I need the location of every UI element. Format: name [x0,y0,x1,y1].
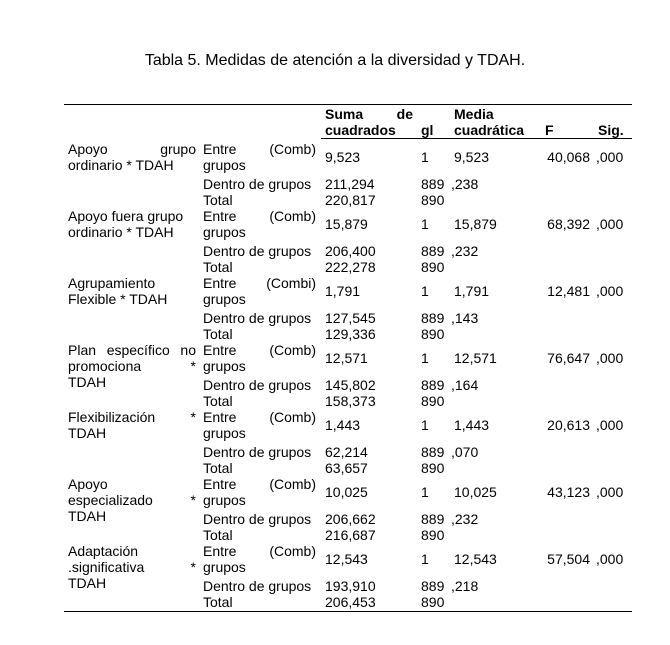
cell-ss-total: 216,687 [325,527,376,543]
cell-f-between: 76,647 [547,350,590,366]
header-suma [325,106,413,122]
source-within: Dentro de grupos [203,176,312,192]
source-within: Dentro de grupos [203,243,312,259]
variable-label-line [68,275,196,291]
variable-label-line [68,492,196,508]
cell-ss-between: 1,443 [325,417,361,433]
source-total: Total [203,460,233,476]
source-between [203,342,316,374]
cell-gl-within: 889 [421,511,445,527]
header-cuadratica: cuadrática [454,122,525,138]
cell-ss-between: 12,571 [325,350,368,366]
variable-label-word: * [190,358,196,374]
source-between-word: Entre [203,543,237,559]
cell-ms-within: ,232 [451,511,479,527]
variable-label-word: Adaptación [68,543,139,559]
cell-gl-between: 1 [421,350,429,366]
header-media: Media [454,106,494,122]
variable-label-line [68,342,196,358]
variable-label-line [68,374,196,390]
table-row-group [0,342,670,409]
cell-ss-within: 206,662 [325,511,376,527]
variable-label-word: no [180,342,196,358]
variable-label-line [68,476,196,492]
source-between [203,476,316,508]
source-within: Dentro de grupos [203,310,312,326]
source-between-word: (Comb) [269,476,316,492]
cell-sig-between: ,000 [596,283,624,299]
cell-ms-within: ,232 [451,243,479,259]
variable-label-word: Apoyo [68,476,108,492]
cell-f-between: 12,481 [547,283,590,299]
cell-f-between: 40,068 [547,149,590,165]
variable-label-line [68,559,196,575]
cell-ms-between: 9,523 [454,149,490,165]
source-between-word: grupos [203,425,246,441]
variable-label-word: especializado [68,492,153,508]
cell-ss-total: 220,817 [325,192,376,208]
cell-ss-between: 10,025 [325,484,368,500]
cell-ss-within: 145,802 [325,377,376,393]
cell-gl-within: 889 [421,578,445,594]
cell-ms-between: 1,791 [454,283,490,299]
variable-label-line [68,291,196,307]
cell-f-between: 43,123 [547,484,590,500]
variable-label [68,141,196,173]
cell-ms-within: ,070 [451,444,479,460]
source-total: Total [203,393,233,409]
variable-label-word: * [190,559,196,575]
cell-ss-between: 9,523 [325,149,361,165]
cell-ss-within: 211,294 [325,176,375,192]
source-between [203,141,316,173]
cell-ss-total: 206,453 [325,594,376,610]
source-between-word: grupos [203,157,246,173]
cell-gl-between: 1 [421,149,429,165]
cell-gl-total: 890 [421,393,445,409]
source-between-word: grupos [203,559,246,575]
cell-f-between: 57,504 [547,551,590,567]
cell-gl-between: 1 [421,417,429,433]
cell-sig-between: ,000 [596,551,624,567]
variable-label [68,342,196,390]
header-gl: gl [421,122,434,138]
header-suma-word2: de [396,106,413,122]
source-total: Total [203,527,233,543]
variable-label-line [68,157,196,173]
cell-ss-within: 206,400 [325,243,376,259]
variable-label-word: * [190,492,196,508]
source-between-word: (Comb) [269,409,316,425]
cell-ms-within: ,143 [451,310,479,326]
source-between-word: grupos [203,358,246,374]
table-title: Tabla 5. Medidas de atención a la diversidad y TDAH. [144,52,526,69]
cell-gl-between: 1 [421,551,429,567]
variable-label-word: Apoyo fuera grupo [68,208,184,224]
variable-label-line [68,425,196,441]
cell-gl-between: 1 [421,484,429,500]
source-total: Total [203,594,233,610]
source-within: Dentro de grupos [203,511,312,527]
source-between [203,275,316,307]
cell-gl-within: 889 [421,310,445,326]
cell-ss-total: 129,336 [325,326,376,342]
cell-ss-total: 63,657 [325,460,368,476]
cell-sig-between: ,000 [596,216,624,232]
table-row-group [0,409,670,476]
variable-label-word: .significativa [68,559,145,575]
cell-gl-within: 889 [421,176,445,192]
source-total: Total [203,192,233,208]
source-between-word: Entre [203,342,237,358]
variable-label-word: TDAH [68,425,107,441]
cell-sig-between: ,000 [596,350,624,366]
cell-ss-within: 193,910 [325,578,376,594]
variable-label-word: TDAH [68,508,107,524]
variable-label-word: TDAH [68,374,107,390]
cell-ss-total: 222,278 [325,259,376,275]
source-within: Dentro de grupos [203,377,312,393]
cell-sig-between: ,000 [596,417,624,433]
cell-gl-total: 890 [421,594,445,610]
cell-ss-within: 127,545 [325,310,376,326]
variable-label-line [68,409,196,425]
cell-gl-total: 890 [421,192,445,208]
variable-label-line [68,508,196,524]
source-between-word: grupos [203,291,246,307]
table-row-group [0,275,670,342]
source-between [203,208,316,240]
source-between-word: Entre [203,141,237,157]
cell-ms-between: 12,543 [454,551,497,567]
source-between-word: Entre [203,275,237,291]
cell-ms-within: ,218 [451,578,479,594]
source-between-word: (Comb) [269,543,316,559]
source-total: Total [203,326,233,342]
variable-label [68,208,196,240]
source-within: Dentro de grupos [203,444,312,460]
source-total: Total [203,259,233,275]
cell-gl-within: 889 [421,377,445,393]
source-between-word: grupos [203,224,246,240]
variable-label [68,476,196,524]
cell-ms-within: ,164 [451,377,479,393]
cell-gl-between: 1 [421,283,429,299]
source-between-word: grupos [203,492,246,508]
variable-label-word: específico [106,342,170,358]
header-suma-word1: Suma [325,106,364,122]
variable-label-word: Flexible * TDAH [68,291,168,307]
source-between-word: (Combi) [266,275,316,291]
header-f: F [545,122,554,138]
header-cuadrados: cuadrados [325,122,396,138]
cell-sig-between: ,000 [596,484,624,500]
variable-label-line [68,141,196,157]
variable-label-line [68,575,196,591]
cell-gl-total: 890 [421,460,445,476]
table-row-group [0,476,670,543]
source-between-word: (Comb) [269,342,316,358]
cell-f-between: 20,613 [547,417,590,433]
variable-label [68,409,196,441]
source-between-word: (Comb) [269,208,316,224]
table-row-group [0,543,670,610]
variable-label-word: Flexibilización [68,409,156,425]
variable-label-line [68,208,196,224]
source-between-word: Entre [203,208,237,224]
cell-ss-between: 12,543 [325,551,368,567]
cell-gl-total: 890 [421,326,445,342]
variable-label-word: Apoyo [68,141,108,157]
source-between-word: Entre [203,476,237,492]
variable-label-word: TDAH [68,575,107,591]
cell-gl-total: 890 [421,259,445,275]
cell-ss-within: 62,214 [325,444,368,460]
top-rule [64,104,632,105]
source-between [203,409,316,441]
table-row-group [0,141,670,208]
cell-ss-between: 1,791 [325,283,361,299]
cell-sig-between: ,000 [596,149,624,165]
cell-ss-total: 158,373 [325,393,376,409]
source-within: Dentro de grupos [203,578,312,594]
source-between-word: Entre [203,409,237,425]
cell-ss-between: 15,879 [325,216,368,232]
header-underline [321,138,632,139]
cell-f-between: 68,392 [547,216,590,232]
cell-gl-total: 890 [421,527,445,543]
cell-ms-between: 10,025 [454,484,497,500]
variable-label [68,543,196,591]
source-between [203,543,316,575]
bottom-rule [64,611,632,612]
cell-ms-between: 1,443 [454,417,490,433]
variable-label-word: ordinario * TDAH [68,224,174,240]
variable-label-word: Plan [68,342,97,358]
variable-label-line [68,224,196,240]
cell-ms-between: 15,879 [454,216,497,232]
header-sig: Sig. [598,122,624,138]
variable-label-line [68,358,196,374]
variable-label-line [68,543,196,559]
variable-label [68,275,196,307]
variable-label-word: Agrupamiento [68,275,156,291]
cell-ms-within: ,238 [451,176,479,192]
cell-gl-between: 1 [421,216,429,232]
cell-gl-within: 889 [421,243,445,259]
source-between-word: (Comb) [269,141,316,157]
cell-gl-within: 889 [421,444,445,460]
cell-ms-between: 12,571 [454,350,497,366]
variable-label-word: grupo [160,141,196,157]
variable-label-word: * [190,409,196,425]
variable-label-word: promociona [68,358,142,374]
variable-label-word: ordinario * TDAH [68,157,174,173]
table-row-group [0,208,670,275]
